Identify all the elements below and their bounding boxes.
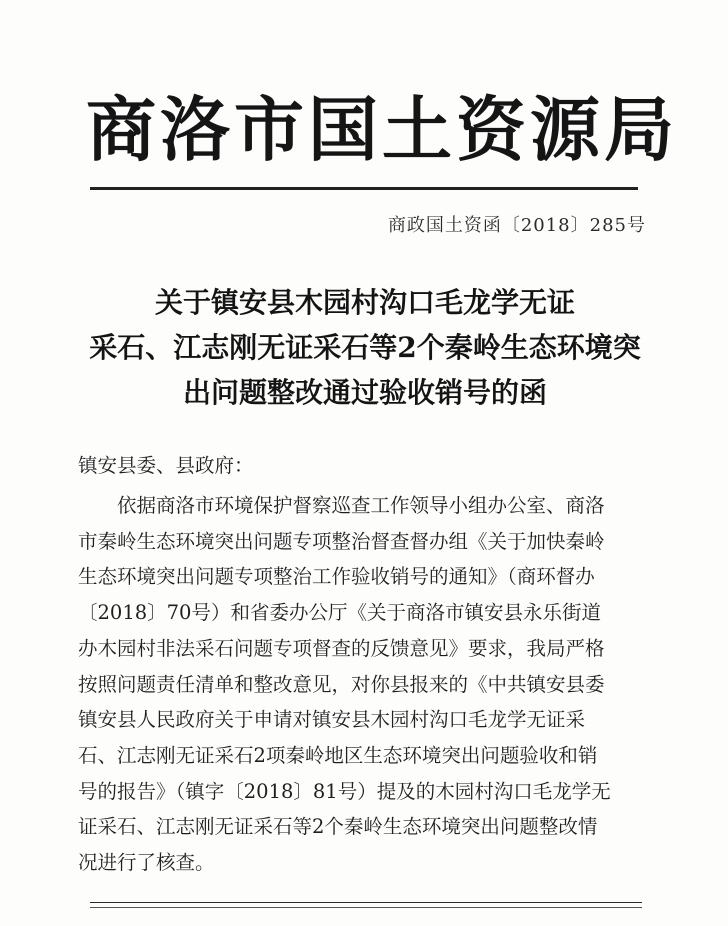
body-line: 按照问题责任清单和整改意见，对你县报来的《中共镇安县委 [78, 672, 605, 696]
body-line: 号的报告》（镇字〔2018〕81号）提及的木园村沟口毛龙学无 [78, 779, 611, 803]
document-number: 商政国土资函〔2018〕285号 [387, 215, 646, 236]
body-line: 镇安县人民政府关于申请对镇安县木园村沟口毛龙学无证采 [78, 708, 586, 732]
title-line: 采石、江志刚无证采石等2个秦岭生态环境突 [89, 331, 641, 364]
body-line: 生态环境突出问题专项整治工作验收销号的通知》（商环督办 [78, 565, 595, 589]
body-text [78, 488, 658, 881]
body-line: 证采石、江志刚无证采石等2个秦岭生态环境突出问题整改情 [78, 815, 598, 839]
body-line: 〔2018〕70号）和省委办公厅《关于商洛市镇安县永乐街道 [78, 601, 601, 625]
footer-rule-secondary [90, 907, 642, 908]
footer-rule [90, 902, 642, 903]
body-line: 况进行了核查。 [78, 851, 215, 875]
issuing-organization: 商洛市国土资源局 [86, 88, 678, 171]
body-line: 办木园村非法采石问题专项督查的反馈意见》要求，我局严格 [78, 636, 605, 660]
body-line: 依据商洛市环境保护督察巡查工作领导小组办公室、商洛 [117, 494, 605, 517]
title-line: 关于镇安县木园村沟口毛龙学无证 [154, 286, 575, 319]
salutation: 镇安县委、县政府： [78, 454, 254, 477]
body-line: 石、江志刚无证采石2项秦岭地区生态环境突出问题验收和销 [78, 743, 598, 767]
header-rule [90, 187, 638, 190]
body-line: 市秦岭生态环境突出问题专项整治督查督办组《关于加快秦岭 [78, 529, 605, 553]
title-line: 出问题整改通过验收销号的函 [182, 376, 547, 409]
document-title [60, 280, 670, 415]
